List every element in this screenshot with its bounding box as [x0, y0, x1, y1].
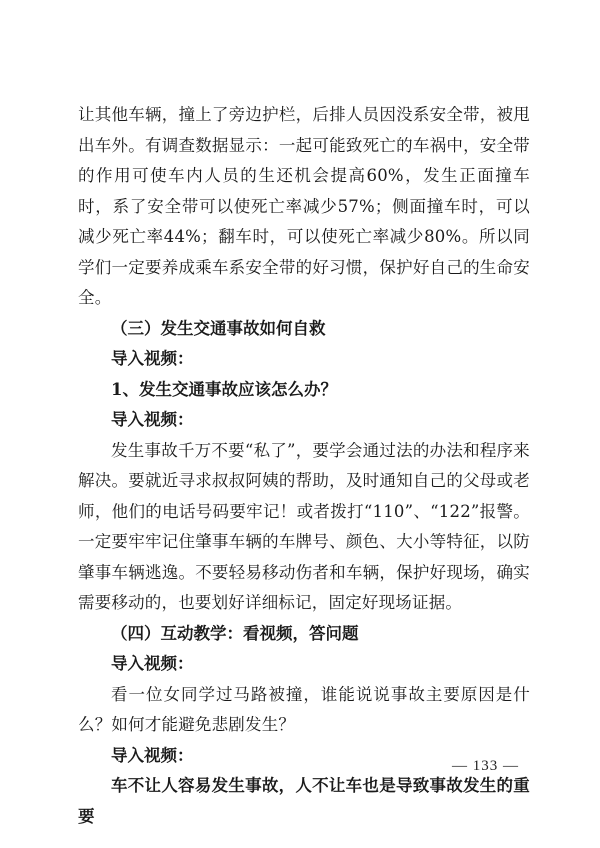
body-paragraph-seatbelt: 让其他车辆，撞上了旁边护栏，后排人员因没系安全带，被甩出车外。有调查数据显示：一起可能致死亡的车祸中，安全带的作用可使车内人员的生还机会提高60%，发生正面撞车时，系了安全带可以使死亡率减少57%；侧面撞车时，可以减少死亡率44%；翻车时，可以使死亡率减少80%。所以同学们一定要养成乘车系安全带的好习惯，保护好自己的生命安全。	[78, 105, 530, 307]
section-heading-interactive: （四）互动教学：看视频，答问题	[111, 623, 359, 643]
video-prompt: 导入视频：	[111, 745, 194, 765]
subheading-what-to-do: 1、发生交通事故应该怎么办？	[111, 379, 337, 399]
body-paragraph-question: 看一位女同学过马路被撞，谁能说说事故主要原因是什么？如何才能避免悲剧发生？	[78, 684, 530, 734]
video-prompt: 导入视频：	[111, 410, 194, 429]
video-prompt: 导入视频：	[111, 349, 194, 368]
section-heading-self-rescue: （三）发生交通事故如何自救	[111, 318, 326, 338]
body-paragraph-accident-steps: 发生事故千万不要“私了”，要学会通过法的办法和程序来解决。要就近寻求叔叔阿姨的帮助，及时通知自己的父母或老师，他们的电话号码要牢记！或者拨打“110”、“122”报警。一定要牢牢记住肇事车辆的车牌号、颜色、大小等特征，以防肇事车辆逃逸。不要轻易移动伤者和车辆，保护好现场，确实需要移动的，也要划好详细标记，固定好现场证据。	[78, 440, 530, 612]
document-body	[78, 100, 530, 832]
page-number: — 133 —	[452, 758, 519, 774]
body-paragraph-conclusion: 车不让人容易发生事故，人不让车也是导致事故发生的重要	[78, 776, 530, 826]
video-prompt: 导入视频：	[111, 654, 194, 673]
